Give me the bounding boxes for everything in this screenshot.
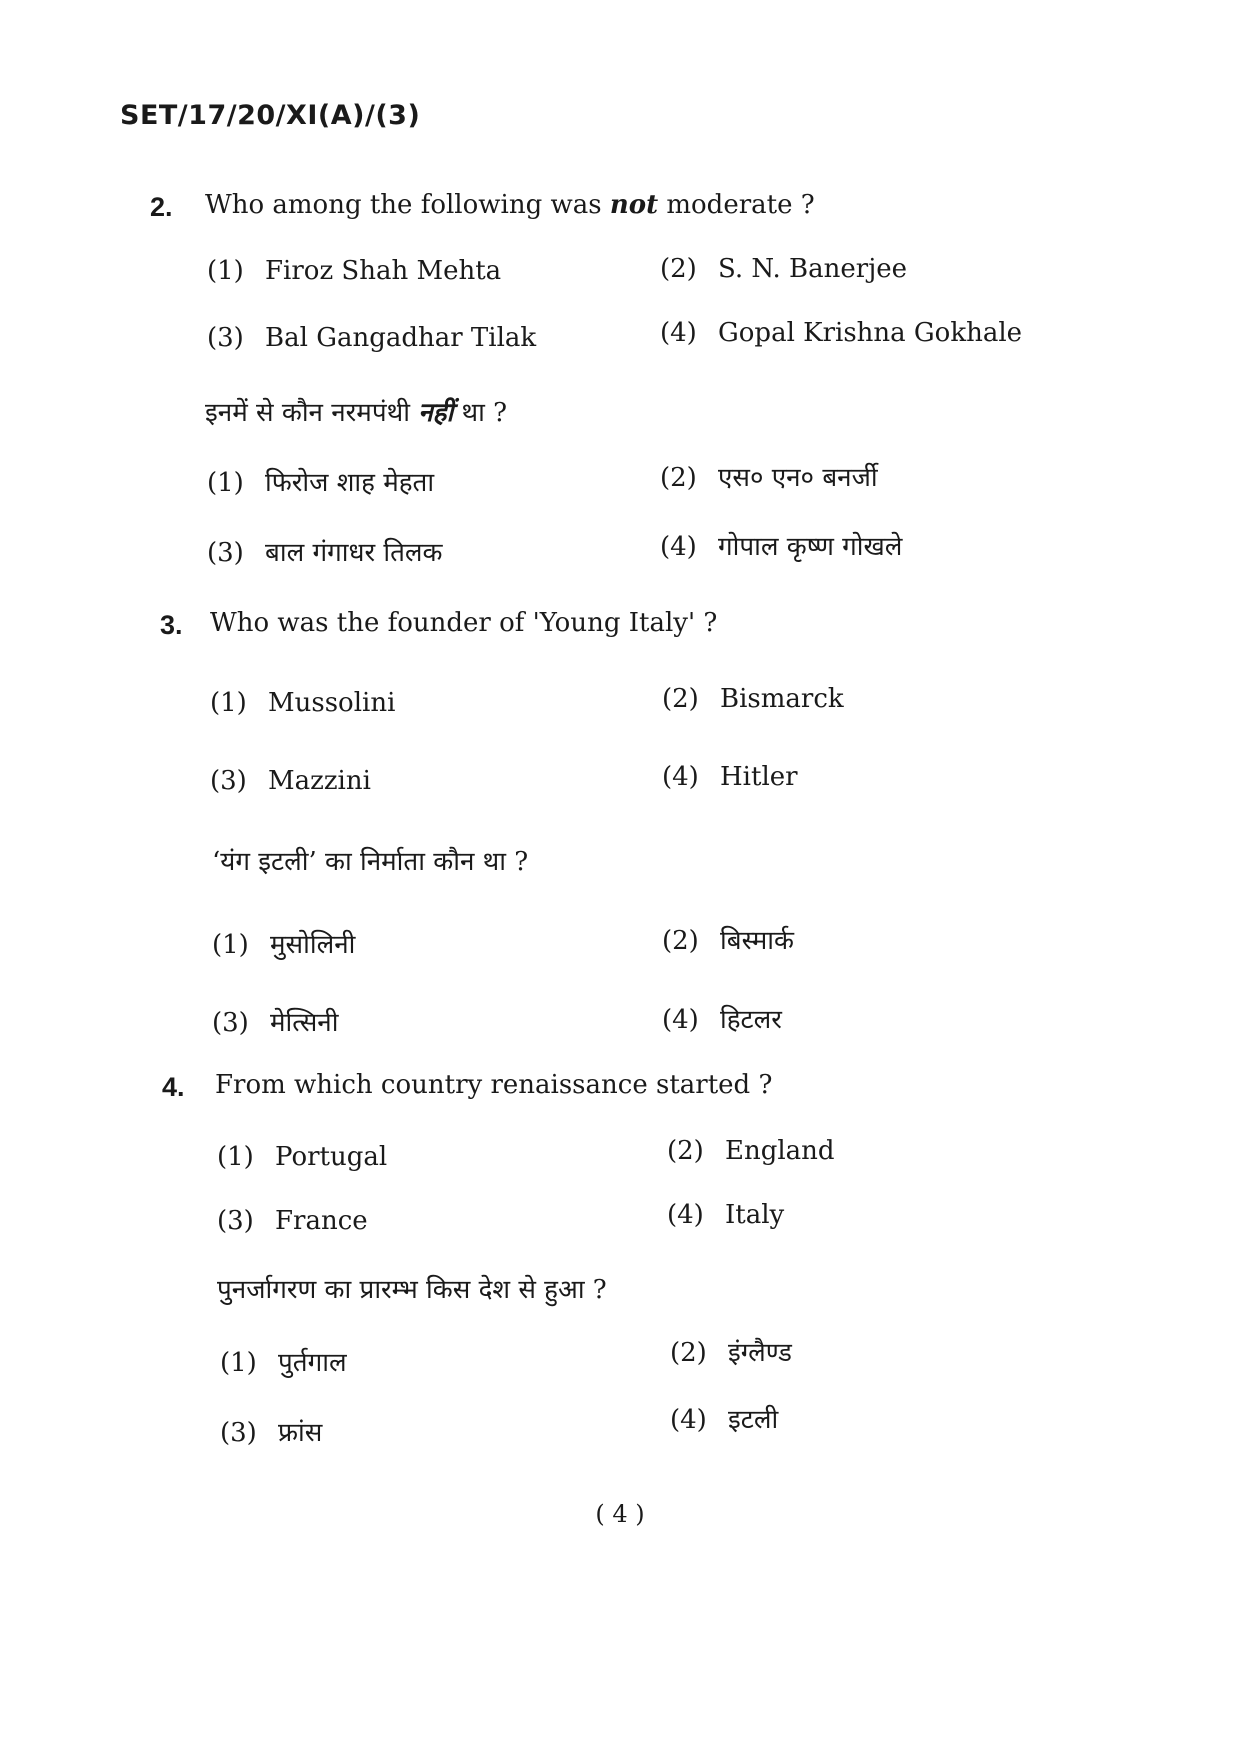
option-label: इटली [728, 1405, 779, 1435]
option-number: (1) [217, 1142, 254, 1172]
option-label: Italy [725, 1200, 785, 1230]
option-hindi [212, 1003, 338, 1039]
question-text [205, 190, 815, 220]
option-number: (3) [220, 1418, 257, 1448]
option-number: (4) [667, 1200, 704, 1230]
option-number: (2) [662, 684, 699, 714]
option-label: पुर्तगाल [278, 1348, 347, 1378]
option-hindi [660, 527, 902, 563]
option-hindi [207, 533, 443, 569]
option [667, 1200, 784, 1230]
option-number: (1) [207, 468, 244, 498]
option-label: England [725, 1136, 835, 1166]
option-number: (1) [210, 688, 247, 718]
question-text-part: moderate ? [658, 190, 815, 220]
question-number: 4. [162, 1072, 185, 1102]
option-label: मेत्सिनी [270, 1008, 339, 1038]
option [210, 688, 395, 718]
option-label: S. N. Banerjee [718, 254, 908, 284]
question-text: Who was the founder of 'Young Italy' ? [210, 608, 718, 638]
option-hindi [207, 463, 434, 499]
option [660, 254, 907, 284]
question-number: 3. [160, 610, 183, 640]
option-label: Mussolini [268, 688, 396, 718]
question-text-part: इनमें से कौन नरमपंथी [205, 398, 419, 428]
option-hindi [220, 1343, 347, 1379]
question-text-hindi: ‘यंग इटली’ का निर्माता कौन था ? [212, 847, 529, 877]
option [660, 318, 1022, 348]
option-number: (4) [662, 762, 699, 792]
option-label: France [275, 1206, 368, 1236]
page-number: ( 4 ) [595, 1500, 645, 1528]
option-label: बिस्मार्क [720, 926, 794, 956]
option-label: मुसोलिनी [270, 930, 356, 960]
question-text-hindi [205, 393, 507, 429]
option-number: (1) [207, 256, 244, 286]
option-label: फ्रांस [278, 1418, 323, 1448]
option-hindi [670, 1400, 778, 1436]
option-label: Gopal Krishna Gokhale [718, 318, 1023, 348]
option-number: (4) [662, 1005, 699, 1035]
option-label: हिटलर [720, 1005, 782, 1035]
option-label: Hitler [720, 762, 798, 792]
option-hindi [220, 1413, 322, 1449]
option-number: (1) [220, 1348, 257, 1378]
option-number: (2) [670, 1338, 707, 1368]
option [667, 1136, 835, 1166]
option-label: Mazzini [268, 766, 371, 796]
paper-code: SET/17/20/XI(A)/(3) [120, 100, 421, 131]
option-number: (3) [217, 1206, 254, 1236]
option [207, 256, 501, 286]
option-number: (4) [660, 318, 697, 348]
option-hindi [660, 458, 878, 494]
option-label: एस० एन० बनर्जी [718, 463, 878, 493]
question-text-part: Who among the following was [205, 190, 610, 220]
option-label: गोपाल कृष्ण गोखले [718, 532, 903, 562]
option [662, 762, 798, 792]
option-label: इंग्लैण्ड [728, 1338, 792, 1368]
option-number: (3) [207, 538, 244, 568]
option [662, 684, 844, 714]
option [210, 766, 371, 796]
question-number: 2. [150, 192, 173, 222]
option-hindi [662, 921, 794, 957]
question-text-hindi: पुनर्जागरण का प्रारम्भ किस देश से हुआ ? [217, 1275, 607, 1305]
question-text-part: था ? [453, 398, 508, 428]
option-number: (4) [670, 1405, 707, 1435]
option-number: (3) [210, 766, 247, 796]
option-hindi [670, 1333, 792, 1369]
option-label: Firoz Shah Mehta [265, 256, 502, 286]
option-number: (4) [660, 532, 697, 562]
option [217, 1206, 368, 1236]
option-number: (2) [662, 926, 699, 956]
option-number: (2) [660, 463, 697, 493]
option-label: Bal Gangadhar Tilak [265, 323, 537, 353]
option-number: (2) [660, 254, 697, 284]
option-number: (3) [207, 323, 244, 353]
option [207, 323, 536, 353]
option-number: (3) [212, 1008, 249, 1038]
question-emphasis: नहीं [418, 398, 454, 428]
question-text: From which country renaissance started ? [215, 1070, 773, 1100]
option-label: बाल गंगाधर तिलक [265, 538, 443, 568]
option-label: Bismarck [720, 684, 844, 714]
option-hindi [212, 925, 355, 961]
question-emphasis: not [609, 190, 659, 220]
option-label: फिरोज शाह मेहता [265, 468, 435, 498]
option-number: (2) [667, 1136, 704, 1166]
option-number: (1) [212, 930, 249, 960]
option-hindi [662, 1000, 782, 1036]
option [217, 1142, 387, 1172]
option-label: Portugal [275, 1142, 388, 1172]
